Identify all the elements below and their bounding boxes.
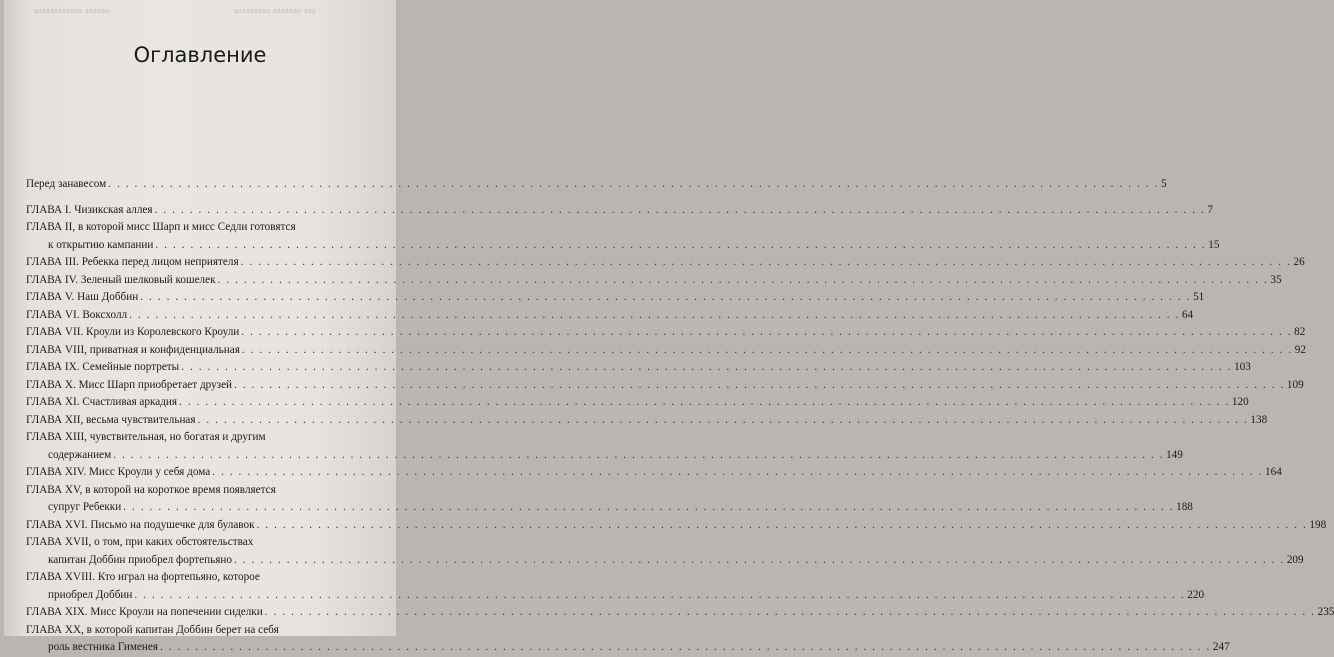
toc-page-number: 5 [1161, 178, 1167, 190]
dot-leader: . . . . . . . . . . . . . . . . . . . . . . . . . . . . . . . . . . . . . . . . . . . . . . . . . . . . . . . . . . . . . . . . . . . . . . . . . . . . . . . . . . . . . . . . . . . . . . . . . . . . . . . . . . . . . . . . . . . . . . . . [179, 396, 1230, 408]
toc-entry-title: ГЛАВА VIII, приватная и конфиденциальная [26, 343, 240, 356]
toc-entry-title: ГЛАВА XVI. Письмо на подушечке для булавок [26, 518, 255, 531]
page-title: Оглавление [133, 43, 267, 67]
toc-entry[interactable] [26, 464, 1282, 482]
toc-entry-title-continuation: содержанием [48, 448, 112, 461]
dot-leader: . . . . . . . . . . . . . . . . . . . . . . . . . . . . . . . . . . . . . . . . . . . . . . . . . . . . . . . . . . . . . . . . . . . . . . . . . . . . . . . . . . . . . . . . . . . . . . . . . . . . . . . . . . . . . . . . . . . . . . . . [241, 343, 1293, 356]
toc-entry-title-line: ГЛАВА XX, в которой капитан Доббин берет на себя [26, 623, 279, 636]
toc-entry-title: ГЛАВА V. Наш Доббин [26, 291, 139, 303]
toc-entry-title-continuation: капитан Доббин приобрел фортепьяно [48, 553, 232, 566]
toc-page-number: 64 [1182, 308, 1194, 321]
toc-entry[interactable] [26, 569, 1205, 604]
toc-entry[interactable] [26, 202, 1213, 220]
toc-entry[interactable] [26, 412, 1268, 430]
toc-page-number: 149 [1166, 448, 1183, 461]
dot-leader: . . . . . . . . . . . . . . . . . . . . . . . . . . . . . . . . . . . . . . . . . . . . . . . . . . . . . . . . . . . . . . . . . . . . . . . . . . . . . . . . . . . . . . . . . . . . . . . . . . . . . . . . . . . . . . . . . . . . . . . . [234, 378, 1285, 391]
dot-leader: . . . . . . . . . . . . . . . . . . . . . . . . . . . . . . . . . . . . . . . . . . . . . . . . . . . . . . . . . . . . . . . . . . . . . . . . . . . . . . . . . . . . . . . . . . . . . . . . . . . . . . . . . . . . . . . . . . . . . . . . [160, 641, 1211, 653]
toc-entry[interactable] [26, 342, 1306, 360]
toc-page-number: 15 [1208, 238, 1220, 251]
toc-entry[interactable] [26, 324, 1306, 342]
toc-page-number: 82 [1294, 326, 1306, 338]
toc-entry-title-line: ГЛАВА XIII, чувствительная, но богатая и другим [26, 431, 266, 443]
toc-entry-title: Перед занавесом [26, 178, 107, 190]
toc-entry[interactable] [26, 482, 1193, 517]
toc-page-number: 120 [1231, 396, 1249, 408]
toc-page-number: 247 [1212, 641, 1230, 653]
toc-entry[interactable] [26, 307, 1194, 325]
toc-entry[interactable] [26, 429, 1183, 464]
toc-entry-title-continuation: приобрел Доббин [48, 588, 133, 601]
toc-entry-title-continuation: к открытию кампании [48, 238, 154, 251]
spacer [26, 194, 372, 202]
dot-leader: . . . . . . . . . . . . . . . . . . . . . . . . . . . . . . . . . . . . . . . . . . . . . . . . . . . . . . . . . . . . . . . . . . . . . . . . . . . . . . . . . . . . . . . . . . . . . . . . . . . . . . . . . . . . . . . . . . . . . . . . [264, 606, 1316, 618]
bleed-through-text-right: ааааааааа ааааааа ааа [234, 6, 316, 15]
dot-leader: . . . . . . . . . . . . . . . . . . . . . . . . . . . . . . . . . . . . . . . . . . . . . . . . . . . . . . . . . . . . . . . . . . . . . . . . . . . . . . . . . . . . . . . . . . . . . . . . . . . . . . . . . . . . . . . . . . . . . . . . [134, 588, 1186, 601]
toc-page-number: 209 [1286, 553, 1304, 566]
toc-entry-title-continuation: супруг Ребекки [48, 501, 122, 513]
toc-page-number: 138 [1250, 413, 1268, 426]
table-of-contents [26, 176, 1334, 657]
toc-entry-title: ГЛАВА VI. Воксхолл [26, 308, 128, 321]
toc-entry-title: ГЛАВА III. Ребекка перед лицом неприятеля [26, 256, 239, 268]
toc-entry-title: ГЛАВА IV. Зеленый шелковый кошелек [26, 273, 216, 286]
dot-leader: . . . . . . . . . . . . . . . . . . . . . . . . . . . . . . . . . . . . . . . . . . . . . . . . . . . . . . . . . . . . . . . . . . . . . . . . . . . . . . . . . . . . . . . . . . . . . . . . . . . . . . . . . . . . . . . . . . . . . . . . [181, 361, 1233, 373]
dot-leader: . . . . . . . . . . . . . . . . . . . . . . . . . . . . . . . . . . . . . . . . . . . . . . . . . . . . . . . . . . . . . . . . . . . . . . . . . . . . . . . . . . . . . . . . . . . . . . . . . . . . . . . . . . . . . . . . . . . . . . . . [240, 256, 1292, 268]
toc-entry-title: ГЛАВА XIV. Мисс Кроули у себя дома [26, 466, 211, 478]
toc-page-number: 51 [1193, 291, 1205, 303]
toc-entry-title-line: ГЛАВА XV, в которой на короткое время появляется [26, 483, 276, 496]
toc-page-number: 109 [1286, 378, 1304, 391]
toc-entry[interactable] [26, 604, 1334, 622]
dot-leader: . . . . . . . . . . . . . . . . . . . . . . . . . . . . . . . . . . . . . . . . . . . . . . . . . . . . . . . . . . . . . . . . . . . . . . . . . . . . . . . . . . . . . . . . . . . . . . . . . . . . . . . . . . . . . . . . . . . . . . . . [217, 273, 1269, 286]
toc-entry[interactable] [26, 219, 1220, 254]
toc-entry-title: ГЛАВА X. Мисс Шарп приобретает друзей [26, 378, 233, 391]
toc-page-number: 92 [1294, 343, 1306, 356]
toc-entry-title: ГЛАВА VII. Кроули из Королевского Кроули [26, 326, 240, 338]
toc-page-number: 198 [1309, 518, 1327, 531]
toc-entry[interactable] [26, 534, 1304, 569]
toc-entry-title-line: ГЛАВА XVII, о том, при каких обстоятельствах [26, 536, 254, 548]
bleed-through-text-left: аааааааааааа аааааа [34, 6, 110, 15]
toc-entry[interactable] [26, 394, 1249, 412]
dot-leader: . . . . . . . . . . . . . . . . . . . . . . . . . . . . . . . . . . . . . . . . . . . . . . . . . . . . . . . . . . . . . . . . . . . . . . . . . . . . . . . . . . . . . . . . . . . . . . . . . . . . . . . . . . . . . . . . . . . . . . . . [233, 553, 1285, 566]
toc-entry-title: ГЛАВА XIX. Мисс Кроули на попечении сиделки [26, 606, 263, 618]
toc-entry[interactable] [26, 254, 1305, 272]
toc-entry[interactable] [26, 176, 1167, 194]
toc-page-number: 164 [1265, 466, 1282, 478]
dot-leader: . . . . . . . . . . . . . . . . . . . . . . . . . . . . . . . . . . . . . . . . . . . . . . . . . . . . . . . . . . . . . . . . . . . . . . . . . . . . . . . . . . . . . . . . . . . . . . . . . . . . . . . . . . . . . . . . . . . . . . . . [197, 413, 1249, 426]
toc-entry-title-line: ГЛАВА XVIII. Кто играл на фортепьяно, которое [26, 571, 260, 583]
toc-page-number: 7 [1207, 203, 1213, 216]
toc-entry-title-continuation: роль вестника Гименея [48, 641, 159, 653]
dot-leader: . . . . . . . . . . . . . . . . . . . . . . . . . . . . . . . . . . . . . . . . . . . . . . . . . . . . . . . . . . . . . . . . . . . . . . . . . . . . . . . . . . . . . . . . . . . . . . . . . . . . . . . . . . . . . . . . . . . . . . . . [212, 466, 1264, 478]
toc-entry[interactable] [26, 289, 1205, 307]
dot-leader: . . . . . . . . . . . . . . . . . . . . . . . . . . . . . . . . . . . . . . . . . . . . . . . . . . . . . . . . . . . . . . . . . . . . . . . . . . . . . . . . . . . . . . . . . . . . . . . . . . . . . . . . . . . . . . . . . . . . . . . . [256, 518, 1308, 531]
toc-entry[interactable] [26, 377, 1304, 395]
toc-entry[interactable] [26, 272, 1282, 290]
toc-entry[interactable] [26, 517, 1327, 535]
dot-leader: . . . . . . . . . . . . . . . . . . . . . . . . . . . . . . . . . . . . . . . . . . . . . . . . . . . . . . . . . . . . . . . . . . . . . . . . . . . . . . . . . . . . . . . . . . . . . . . . . . . . . . . . . . . . . . . . . . . . . . . . [123, 501, 1175, 513]
toc-page-number: 26 [1293, 256, 1305, 268]
toc-entry-title: ГЛАВА IX. Семейные портреты [26, 361, 180, 373]
toc-entry-title: ГЛАВА XI. Счастливая аркадия [26, 396, 178, 408]
dot-leader: . . . . . . . . . . . . . . . . . . . . . . . . . . . . . . . . . . . . . . . . . . . . . . . . . . . . . . . . . . . . . . . . . . . . . . . . . . . . . . . . . . . . . . . . . . . . . . . . . . . . . . . . . . . . . . . . . . . . . . . . [129, 308, 1180, 321]
toc-entry-title-line: ГЛАВА II, в которой мисс Шарп и мисс Седли готовятся [26, 221, 296, 233]
toc-entry[interactable] [26, 622, 1230, 657]
toc-page-number: 220 [1187, 588, 1205, 601]
dot-leader: . . . . . . . . . . . . . . . . . . . . . . . . . . . . . . . . . . . . . . . . . . . . . . . . . . . . . . . . . . . . . . . . . . . . . . . . . . . . . . . . . . . . . . . . . . . . . . . . . . . . . . . . . . . . . . . . . . . . . . . . [140, 291, 1192, 303]
dot-leader: . . . . . . . . . . . . . . . . . . . . . . . . . . . . . . . . . . . . . . . . . . . . . . . . . . . . . . . . . . . . . . . . . . . . . . . . . . . . . . . . . . . . . . . . . . . . . . . . . . . . . . . . . . . . . . . . . . . . . . . . [155, 238, 1207, 251]
toc-page-number: 103 [1234, 361, 1251, 373]
toc-entry-title: ГЛАВА I. Чизикская аллея [26, 203, 153, 216]
dot-leader: . . . . . . . . . . . . . . . . . . . . . . . . . . . . . . . . . . . . . . . . . . . . . . . . . . . . . . . . . . . . . . . . . . . . . . . . . . . . . . . . . . . . . . . . . . . . . . . . . . . . . . . . . . . . . . . . . . . . . . . . [108, 178, 1160, 190]
toc-page-number: 188 [1176, 501, 1193, 513]
dot-leader: . . . . . . . . . . . . . . . . . . . . . . . . . . . . . . . . . . . . . . . . . . . . . . . . . . . . . . . . . . . . . . . . . . . . . . . . . . . . . . . . . . . . . . . . . . . . . . . . . . . . . . . . . . . . . . . . . . . . . . . . [113, 448, 1165, 461]
toc-entry[interactable] [26, 359, 1251, 377]
dot-leader: . . . . . . . . . . . . . . . . . . . . . . . . . . . . . . . . . . . . . . . . . . . . . . . . . . . . . . . . . . . . . . . . . . . . . . . . . . . . . . . . . . . . . . . . . . . . . . . . . . . . . . . . . . . . . . . . . . . . . . . . [241, 326, 1293, 338]
toc-page-number: 235 [1317, 606, 1334, 618]
dot-leader: . . . . . . . . . . . . . . . . . . . . . . . . . . . . . . . . . . . . . . . . . . . . . . . . . . . . . . . . . . . . . . . . . . . . . . . . . . . . . . . . . . . . . . . . . . . . . . . . . . . . . . . . . . . . . . . . . . . . . . . . [154, 203, 1206, 216]
toc-entry-title: ГЛАВА XII, весьма чувствительная [26, 413, 196, 426]
toc-page-number: 35 [1270, 273, 1282, 286]
